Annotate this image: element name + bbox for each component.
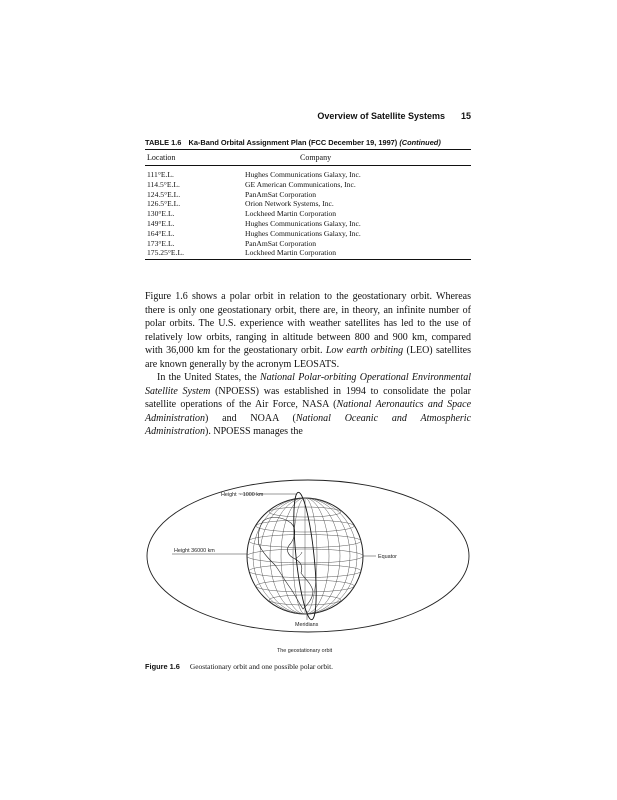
table-header-rule: [145, 165, 471, 166]
earth-globe: [247, 498, 363, 614]
column-header-location: Location: [147, 153, 176, 162]
table-top-rule: [145, 149, 471, 150]
location-cell: 114.5°E.L.: [147, 179, 180, 189]
label-height-geo: Height 36000 km: [174, 548, 215, 554]
orbit-diagram: [145, 463, 471, 659]
company-cell: PanAmSat Corporation: [245, 238, 317, 248]
figure-label: Figure 1.6: [145, 662, 180, 671]
body-text: [145, 290, 471, 439]
location-cell: 149°E.L.: [147, 218, 175, 228]
running-header: [145, 111, 471, 121]
label-equator: Equator: [378, 554, 397, 560]
location-cell: 124.5°E.L.: [147, 189, 181, 199]
company-cell: Hughes Communications Galaxy, Inc.: [245, 170, 361, 179]
orbit-figure: [145, 463, 471, 659]
table-row: [147, 229, 471, 239]
table-row: [147, 219, 471, 229]
location-cell: 175.25°E.L.: [147, 248, 184, 258]
location-cell: 126.5°E.L.: [147, 199, 181, 209]
column-header-company: Company: [300, 153, 332, 162]
table-row: [147, 180, 471, 190]
table-row: [147, 190, 471, 200]
paragraph: In the United States, the National Polar-orbiting Operational Environmental Satellite System (NPOESS) was established in 1994 to consolidate the polar satellite operations of the Air Force, NASA (National Aeronautics and Space Administration) and NOAA (National Oceanic and Atmospheric Administration). NPOESS manages the: [145, 372, 472, 437]
figure-caption: [145, 662, 333, 671]
location-cell: 111°E.L.: [147, 170, 174, 179]
table-title-suffix: (Continued): [399, 138, 441, 147]
location-cell: 164°E.L.: [147, 228, 175, 238]
company-cell: Lockheed Martin Corporation: [245, 209, 337, 219]
running-title: Overview of Satellite Systems: [317, 111, 445, 121]
table-row: [147, 209, 471, 219]
figure-caption-text: Geostationary orbit and one possible polar orbit.: [189, 662, 333, 671]
table-row: [147, 248, 471, 258]
paragraph: Figure 1.6 shows a polar orbit in relation to the geostationary orbit. Whereas there is only one geostationary orbit, there are, in theory, an infinite number of polar orbits. The U.S. experience with weather satellites has led to the use of relatively low orbits, ranging in altitude between 800 and 900 km, compared with 36,000 km for the geostationary orbit. Low earth orbiting (LEO) satellites are known generally by the acronym LEOSATS.: [145, 291, 471, 370]
company-cell: Lockheed Martin Corporation: [245, 248, 337, 258]
label-meridians: Meridians: [295, 622, 319, 628]
page-number: 15: [460, 111, 471, 121]
table-row: [147, 239, 471, 249]
table-title: Ka-Band Orbital Assignment Plan (FCC December 19, 1997): [188, 138, 398, 147]
table-bottom-rule: [145, 259, 471, 260]
label-height-polar: Height ~ 1000 km: [221, 492, 264, 498]
table-row: [147, 199, 471, 209]
company-cell: GE American Communications, Inc.: [245, 179, 356, 189]
location-cell: 130°E.L.: [147, 209, 175, 219]
table-caption: [145, 138, 475, 147]
table-row: [147, 170, 471, 180]
company-cell: Hughes Communications Galaxy, Inc.: [245, 218, 361, 228]
company-cell: Hughes Communications Galaxy, Inc.: [245, 228, 361, 238]
table-body: [147, 170, 471, 258]
label-geo-orbit: The geostationary orbit: [277, 648, 333, 654]
company-cell: Orion Network Systems, Inc.: [245, 199, 334, 209]
location-cell: 173°E.L.: [147, 238, 175, 248]
company-cell: PanAmSat Corporation: [245, 189, 317, 199]
table-label: TABLE 1.6: [145, 138, 182, 147]
